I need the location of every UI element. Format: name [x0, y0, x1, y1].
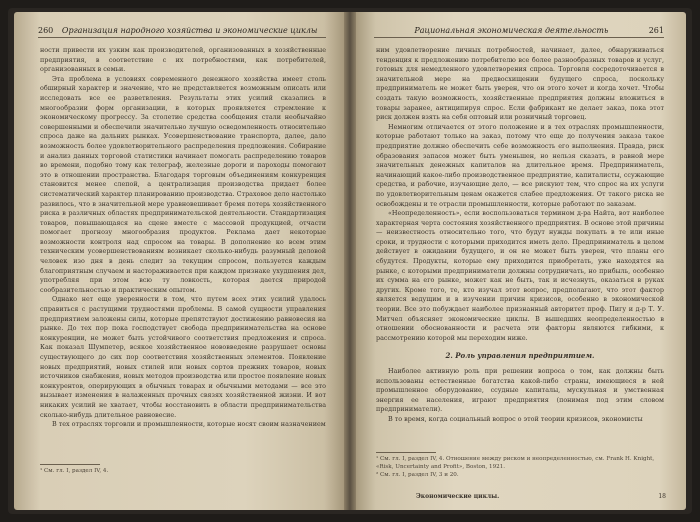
- open-book: [8, 8, 692, 514]
- paragraph: Наиболее активную роль при решении вопроса о том, как должны быть использованы естественные богатства какой-либо страны, имеющиеся в ней промышленное оборудование, ссудные капиталы, мускульная и умственная энергия ее населения, играют предприятия (понимая под этим словом предприниматели).: [376, 367, 664, 414]
- right-page-number: 261: [648, 26, 664, 35]
- paragraph: Немногим отличается от этого положение и в тех отраслях промышленности, которые работают только на заказ, потому что еще до получения заказа такое предприятие должно обеспечить себе возможность его выполнения. Правда, риск образования запасов может быть уменьшен, но нельзя сказать, в равной мере значительных денежных капиталов на длительное время. Предприниматель, начинающий какое-либо производственное предприятие, капиталисты, ссужающие средства, и рабочие, изучающие дело, — все рискуют тем, что спрос на их услуги по удовлетворительным ценам окажется слабее предложения. От такого риска не освобождены и те отрасли промышленности, которые работают по заказам.: [376, 122, 664, 208]
- left-page-number: 260: [38, 26, 54, 35]
- footnote: ¹ См. гл. I, раздел IV, 4.: [40, 468, 109, 474]
- book-gutter: [344, 12, 356, 510]
- paragraph: В то время, когда социальный вопрос о этой теории кризисов, экономисты: [388, 414, 643, 423]
- right-running-title: Рациональная экономическая деятельность: [414, 26, 609, 35]
- signature-label: Экономические циклы.: [416, 493, 500, 500]
- left-body-text: [40, 46, 326, 430]
- right-running-head: [374, 26, 664, 38]
- paragraph: «Неопределенность», если воспользоваться термином д-ра Найта, вот наиболее характерная черта состояния хозяйственного предприятия. В основе этой причины — неизвестность относительно того, что будут нужды покупать в те или иные сроки, и трудности с которыми приходится иметь дело. Предприниматель в целом действует в ожидании будущего, и он не может быть уверен, что планы его сбудутся. Продукты, которые ему приходится приобретать, уже находятся на рынке, с которыми предприниматели должны сотрудничать, но прибыль, особенно их сумма на его рынке, может как не быть, так и исчезнуть, оказаться в руках других. Кроме того, те, кто изучал этот вопрос, предполагают, что этот фактор является ведущим и в изучении причин кризисов, особенно в экономической теории. Все это побуждает наиболее признанный авторитет проф. Пигу и д-р Т. У. Митчел объясняет экономические циклы. В вышедших неопределенностью в отношении обоснованности и расчета эти факторы являются гибкими, к рассмотрению которой мы переходим ниже.: [376, 209, 664, 342]
- paragraph: ности привести их узким как производителей, организованных в хозяйственные предприятия, в соответствие с их потребностями, как потребителей, организованных в семьи.: [40, 46, 326, 74]
- footnote: ² См. гл. I, раздел IV, 3 и 20.: [376, 472, 459, 478]
- footnote: ¹ См. гл. I, раздел IV, 4. Отношение между риском и неопределенностью, см. Frank H. Knight, «Risk, Uncertainty and Profit», Boston, 1921.: [376, 456, 655, 470]
- right-footnotes: [376, 452, 664, 479]
- right-page: [356, 12, 686, 510]
- right-body-text: [376, 46, 664, 425]
- paragraph: Эта проблема в условиях современного денежного хозяйства имеет столь обширный характер и значение, что не представляется возможным описать или исследовать все ее разветвления. Результаты этих усилий сказались в многообразии форм организации, в которых проявляется стремление к экономическому прогрессу. За столетие средства сообщения стали необычайно совершенными и обеспечили значительно лучшую осведомленность относительно спроса даже на дальних рынках. Усовершенствование транспорта, далее, дало возможность более удовлетворительного распределения предложения. Собирание и анализ данных торговой статистики начинает помогать распределению товаров во времени, подобно тому как телеграф, железные дороги и пароходы помогают это в отношении пространства. Благодаря торговым объединениям конкуренция становится менее слепой, а централизация производства придает более систематический характер планированию производства. Страховое дело настолько развилось, что в значительной мере уравновешивает бремя потерь хозяйственного риска в различных областях предпринимательской деятельности. Стандартизация товаров, повышающаяся на сцене вместе с массовой продукцией, отчасти помогает прогнозу многообразия продуктов. Реклама дает некоторые возможности контроля над спросом на товары. В дополнение ко всем этим техническим усовершенствованиям возникает сколько-нибудь разумный деловой человек изо дня в день следит за текущим спросом, пользуется каждым благоприятным случаем и настораживается при каждом признаке ухудшения дел, употребляя при этом всю ту ловкость, которая дается природой сообразительностью и практическим опытом.: [40, 74, 326, 294]
- left-page: [14, 12, 344, 510]
- paragraph: Однако нет еще уверенности в том, что путем всех этих усилий удалось справиться с растущими трудностями проблемы. В самой сущности управления предприятием заложены силы, которые препятствуют достижению равновесия на рынке. До тех пор пока господствует свобода предпринимательства на основе конкуренции, не может быть устойчивого соответствия предложения и спроса. Как показал Шумпетер, всякое хозяйственное нововведение разрушает основы существующего до сих пор соответствия хозяйственных элементов. Появление новых предприятий, новых стилей или новых сортов прежних товаров, новых источников снабжения, новых методов производства или простое появление новых конкурентов, оперирующих в обычных товарах и обычными методами — все это вызывает изменения в налаженных прочных связях хозяйственной жизни. И вот никаких усилий не хватает, чтобы восстановить в области предпринимательства сколько-нибудь длительное равновесие.: [40, 295, 326, 419]
- left-running-title: Организация народного хозяйства и экономические циклы: [61, 26, 318, 35]
- left-running-head: [38, 26, 326, 38]
- section-heading: 2. Роль управления предприятием.: [445, 351, 595, 361]
- paragraph: В тех отраслях торговли и промышленности, которые носят своим назначением: [52, 420, 326, 429]
- left-footnotes: [40, 464, 326, 475]
- paragraph: ним удовлетворение личных потребностей, начинает, далее, обнаруживаться тенденция к предложению потребителю все более разнообразных товаров и услуг, готовых для немедленного удовлетворения спроса. Торговля сосредоточивается в значительной мере на предвосхищении будущего спроса, поскольку предприниматель не может быть уверен, что он этого хочет и когда хочет. Чтобы создать такую возможность, хозяйственные предприятия должны вложиться в товары заранее, антиципируя спрос. Если фабрикант не делает заказ, пока этот риск должен взять на себя оптовый или розничный торговец.: [376, 46, 664, 122]
- signature-mark: 18: [658, 493, 666, 500]
- signature-line: [416, 493, 666, 500]
